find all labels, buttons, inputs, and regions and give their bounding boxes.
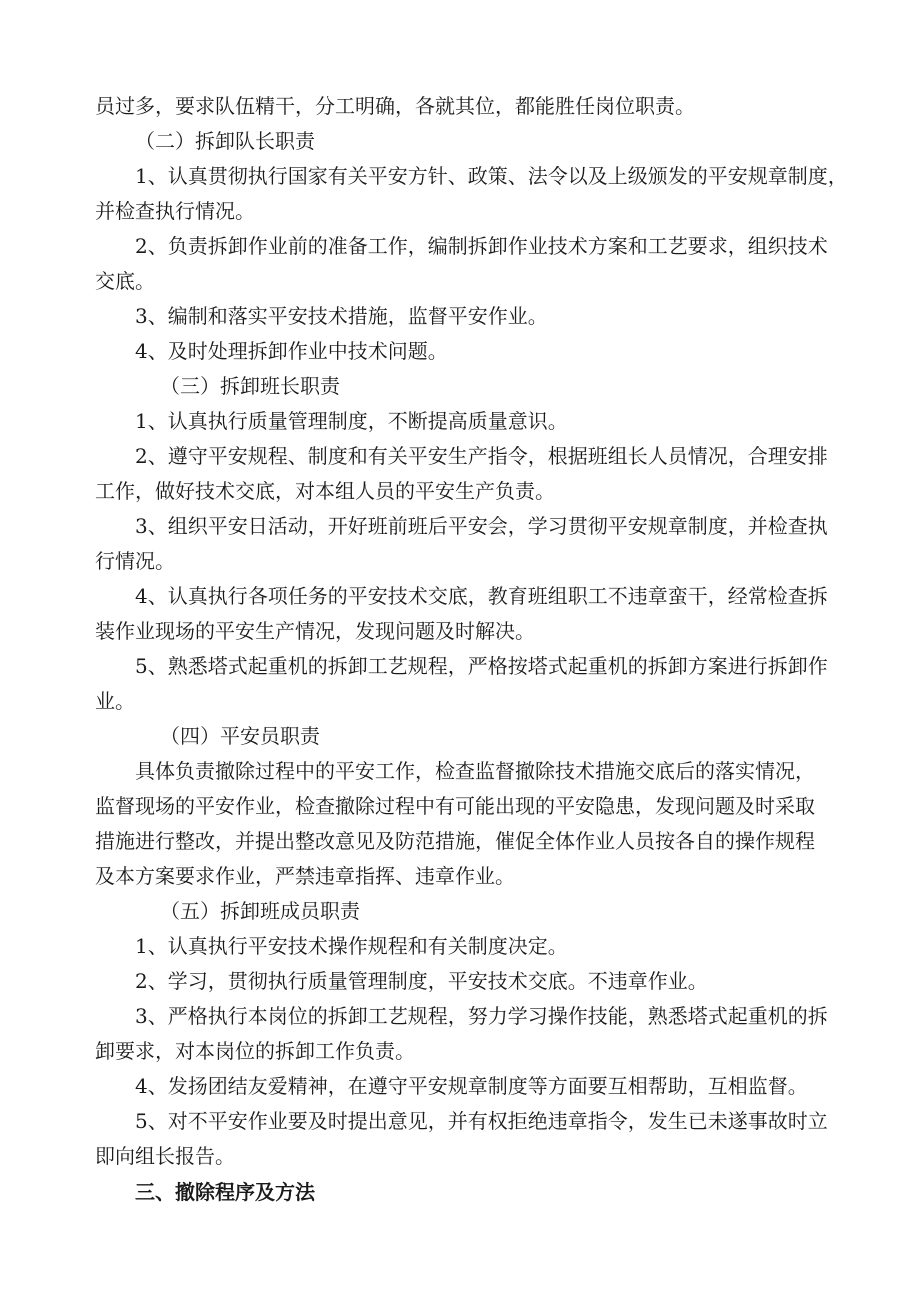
section-heading-4: （四）平安员职责 (160, 724, 320, 748)
paragraph-line: 及本方案要求作业，严禁违章指挥、违章作业。 (95, 864, 515, 888)
paragraph-line: 卸要求，对本岗位的拆卸工作负责。 (95, 1039, 415, 1063)
paragraph-line: 3、组织平安日活动，开好班前班后平安会，学习贯彻平安规章制度，并检查执 (135, 514, 828, 538)
section-heading-main: 三、撤除程序及方法 (135, 1180, 315, 1204)
paragraph-line: 1、认真贯彻执行国家有关平安方针、政策、法令以及上级颁发的平安规章制度， (135, 164, 848, 188)
paragraph-line: 4、认真执行各项任务的平安技术交底，教育班组职工不违章蛮干，经常检查拆 (135, 584, 828, 608)
paragraph-line: 1、认真执行平安技术操作规程和有关制度决定。 (135, 934, 568, 958)
paragraph-line: 措施进行整改，并提出整改意见及防范措施，催促全体作业人员按各自的操作规程 (95, 829, 815, 853)
paragraph-line: 工作，做好技术交底，对本组人员的平安生产负责。 (95, 479, 555, 503)
paragraph-line: 5、熟悉塔式起重机的拆卸工艺规程，严格按塔式起重机的拆卸方案进行拆卸作 (135, 654, 828, 678)
paragraph-line: 3、编制和落实平安技术措施，监督平安作业。 (135, 304, 548, 328)
paragraph-line: 员过多，要求队伍精干，分工明确，各就其位，都能胜任岗位职责。 (95, 94, 695, 118)
paragraph-line: 即向组长报告。 (95, 1144, 235, 1168)
paragraph-line: 2、遵守平安规程、制度和有关平安生产指令，根据班组长人员情况，合理安排 (135, 444, 828, 468)
section-heading-5: （五）拆卸班成员职责 (160, 899, 360, 923)
paragraph-line: 并检查执行情况。 (95, 199, 255, 223)
paragraph-line: 4、发扬团结友爱精神，在遵守平安规章制度等方面要互相帮助，互相监督。 (135, 1074, 808, 1098)
paragraph-line: 4、及时处理拆卸作业中技术问题。 (135, 339, 448, 363)
paragraph-line: 监督现场的平安作业，检查撤除过程中有可能出现的平安隐患，发现问题及时采取 (95, 794, 815, 818)
paragraph-line: 3、严格执行本岗位的拆卸工艺规程，努力学习操作技能，熟悉塔式起重机的拆 (135, 1004, 828, 1028)
paragraph-line: 业。 (95, 689, 135, 713)
paragraph-line: 2、学习，贯彻执行质量管理制度，平安技术交底。不违章作业。 (135, 969, 708, 993)
paragraph-line: 具体负责撤除过程中的平安工作，检查监督撤除技术措施交底后的落实情况， (135, 759, 815, 783)
paragraph-line: 交底。 (95, 269, 155, 293)
paragraph-line: 5、对不平安作业要及时提出意见，并有权拒绝违章指令，发生已未遂事故时立 (135, 1109, 828, 1133)
paragraph-line: 1、认真执行质量管理制度，不断提高质量意识。 (135, 409, 568, 433)
paragraph-line: 2、负责拆卸作业前的准备工作，编制拆卸作业技术方案和工艺要求，组织技术 (135, 234, 828, 258)
paragraph-line: 装作业现场的平安生产情况，发现问题及时解决。 (95, 619, 535, 643)
section-heading-3: （三）拆卸班长职责 (160, 374, 340, 398)
paragraph-line: 行情况。 (95, 549, 175, 573)
section-heading-2: （二）拆卸队长职责 (135, 129, 315, 153)
